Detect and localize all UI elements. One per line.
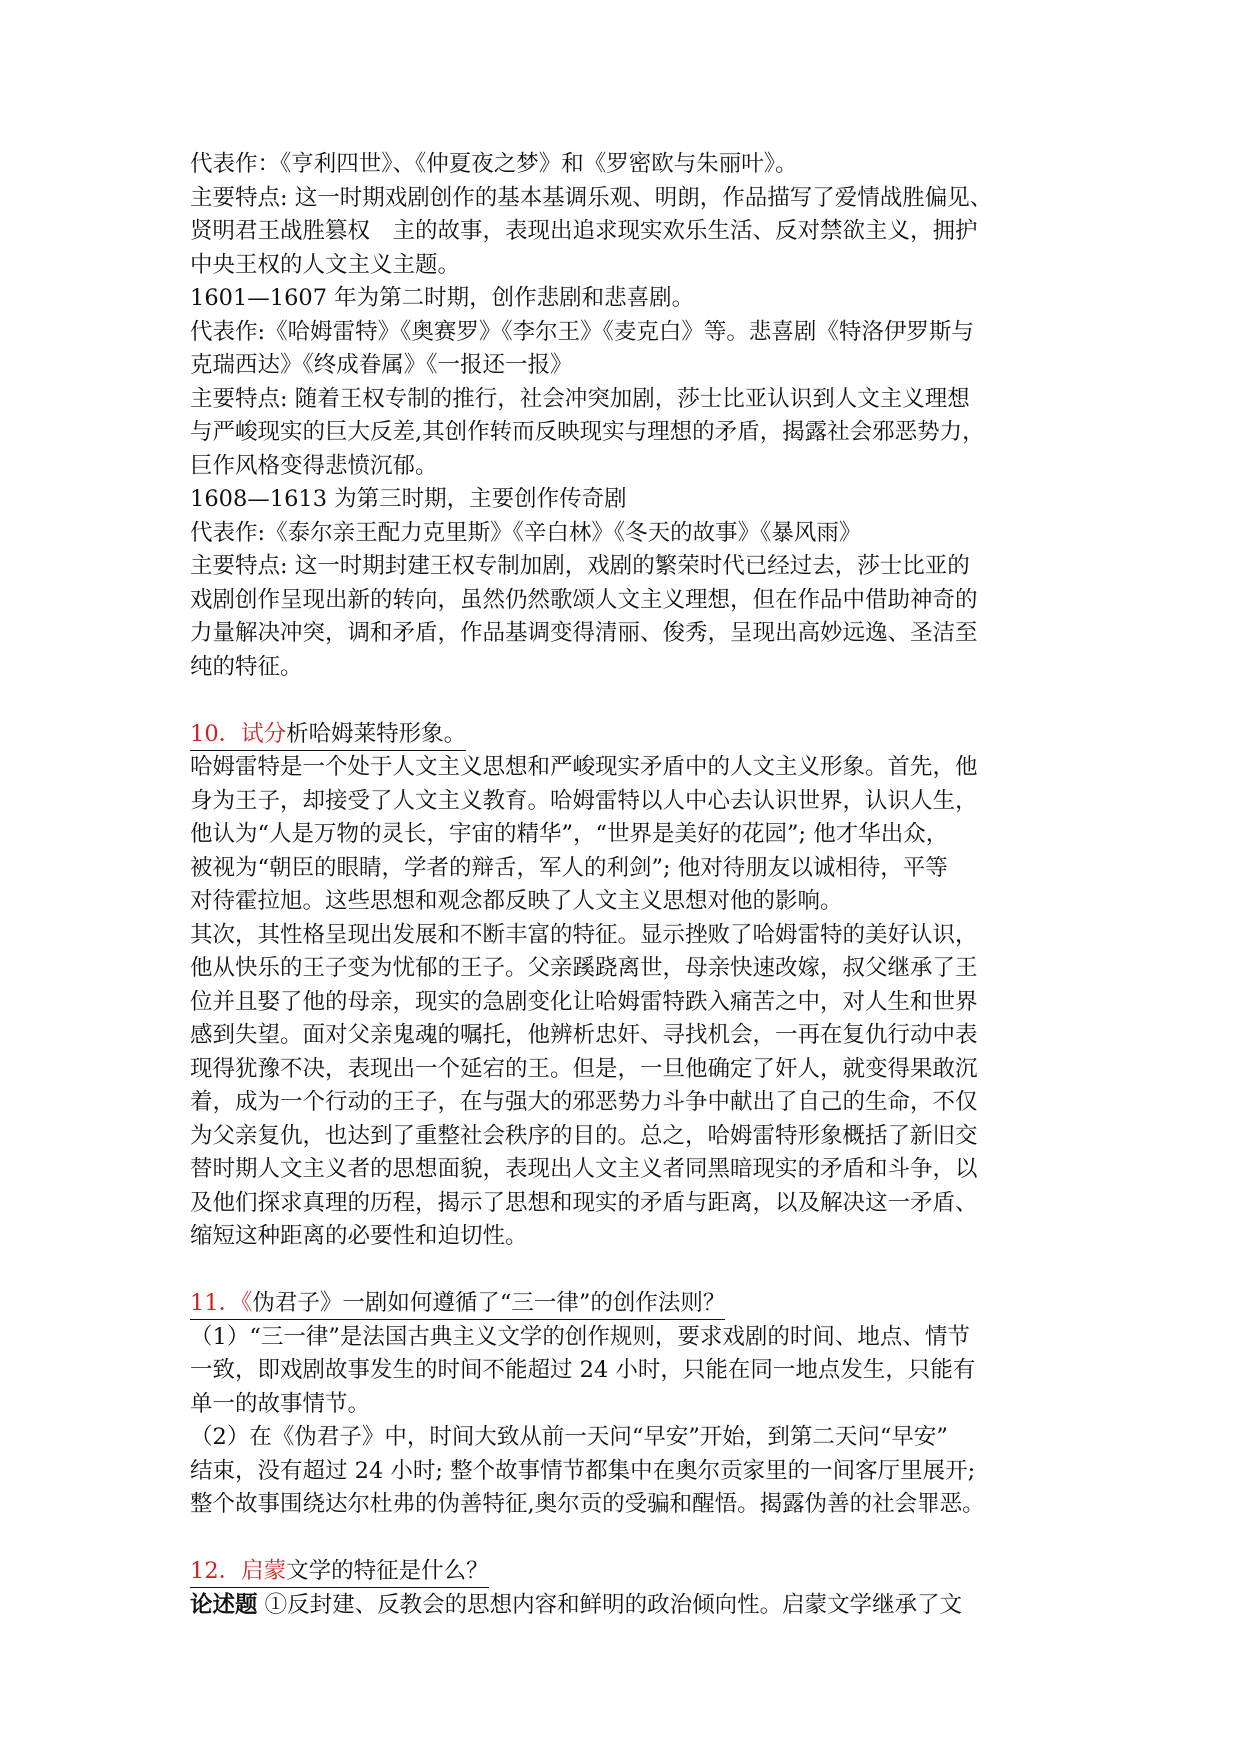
text-line: 与严峻现实的巨大反差,其创作转而反映现实与理想的矛盾，揭露社会邪恶势力，: [190, 419, 985, 445]
paragraph-gap: [190, 1522, 1058, 1556]
text-line: 单一的故事情节。: [190, 1390, 371, 1417]
text-line: 主要特点: 随着王权专制的推行，社会冲突加剧，莎士比亚认识到人文主义理想: [190, 385, 970, 412]
text-line: 1608—1613 为第三时期，主要创作传奇剧: [190, 486, 627, 512]
text-line: 主要特点: 这一时期戏剧创作的基本基调乐观、明朗，作品描写了爱情战胜偏见、: [190, 184, 993, 211]
question-heading: [190, 718, 1058, 752]
text-line: 1601—1607 年为第二时期，创作悲剧和悲喜剧。: [190, 285, 695, 311]
answer-text: ①反封建、反教会的思想内容和鲜明的政治倾向性。启蒙文学继承了文: [257, 1591, 963, 1618]
text-line: 身为王子，却接受了人文主义教育。哈姆雷特以人中心去认识世界，认识人生，: [190, 787, 978, 814]
question-heading: [190, 1287, 1058, 1321]
text-line: 被视为“朝臣的眼睛，学者的辩舌，军人的利剑”; 他对待朋友以诚相待，平等: [190, 854, 948, 881]
question-title: 析哈姆莱特形象。: [286, 720, 467, 747]
text-line: 其次，其性格呈现出发展和不断丰富的特征。显示挫败了哈姆雷特的美好认识，: [190, 921, 978, 948]
text-line: 对待霍拉旭。这些思想和观念都反映了人文主义思想对他的影响。: [190, 888, 843, 914]
text-line: 他认为“人是万物的灵长，宇宙的精华”，“世界是美好的花园”; 他才华出众，: [190, 821, 949, 847]
text-line: 克瑞西达》《终成眷属》《一报还一报》: [190, 352, 573, 378]
text-line: 着，成为一个行动的王子，在与强大的邪恶势力斗争中献出了自己的生命，不仅: [190, 1089, 978, 1115]
paragraph-gap: [190, 684, 1058, 718]
question-title: 文学的特征是什么？: [286, 1558, 489, 1584]
section-shakespeare-periods: [190, 148, 1058, 684]
text-line: 及他们探求真理的历程，揭示了思想和现实的矛盾与距离，以及解决这一矛盾、: [190, 1189, 978, 1216]
question-number: 12．: [190, 1558, 242, 1584]
question-heading: [190, 1555, 1058, 1589]
text-line: 巨作风格变得悲愤沉郁。: [190, 452, 438, 479]
question-10: [190, 718, 1058, 1254]
text-line: 他从快乐的王子变为忧郁的王子。父亲蹊跷离世，母亲快速改嫁，叔父继承了王: [190, 955, 978, 981]
text-line: [190, 1589, 1058, 1623]
text-line: 结束，没有超过 24 小时; 整个故事情节都集中在奥尔贡家里的一间客厅里展开;: [190, 1457, 976, 1484]
text-line: 纯的特征。: [190, 653, 303, 680]
text-line: 缩短这种距离的必要性和迫切性。: [190, 1223, 528, 1249]
text-line: 一致，即戏剧故事发生的时间不能超过 24 小时，只能在同一地点发生，只能有: [190, 1357, 976, 1383]
text-line: 为父亲复仇，也达到了重整社会秩序的目的。总之，哈姆雷特形象概括了新旧交: [190, 1122, 978, 1149]
question-12: [190, 1555, 1058, 1622]
text-line: 中央王权的人文主义主题。: [190, 251, 461, 278]
answer-type-label: 论述题: [190, 1591, 258, 1618]
text-line: 位并且娶了他的母亲，现实的急剧变化让哈姆雷特跌入痛苦之中，对人生和世界: [190, 988, 978, 1015]
text-line: 力量解决冲突，调和矛盾，作品基调变得清丽、俊秀，呈现出高妙远逸、圣洁至: [190, 620, 978, 646]
highlighted-text: 《: [241, 1290, 253, 1316]
highlighted-text: 试分: [241, 720, 287, 747]
text-line: 替时期人文主义者的思想面貌，表现出人文主义者同黑暗现实的矛盾和斗争，以: [190, 1156, 978, 1182]
text-line: 哈姆雷特是一个处于人文主义思想和严峻现实矛盾中的人文主义形象。首先，他: [190, 754, 978, 780]
document-page: [190, 148, 1058, 1622]
text-line: （1）“三一律”是法国古典主义文学的创作规则，要求戏剧的时间、地点、情节: [190, 1323, 970, 1350]
paragraph-gap: [190, 1254, 1058, 1288]
text-line: 现得犹豫不决，表现出一个延宕的王。但是，一旦他确定了奸人，就变得果敢沉: [190, 1055, 978, 1082]
question-title: 伪君子》一剧如何遵循了“三一律”的创作法则？: [252, 1290, 726, 1316]
text-line: 代表作:《哈姆雷特》《奥赛罗》《李尔王》《麦克白》等。悲喜剧《特洛伊罗斯与: [190, 318, 974, 345]
highlighted-text: 启蒙: [241, 1558, 287, 1584]
text-line: 整个故事围绕达尔杜弗的伪善特征,奥尔贡的受骗和醒悟。揭露伪善的社会罪恶。: [190, 1491, 985, 1517]
question-number: 10．: [190, 720, 242, 747]
text-line: 代表作:《泰尔亲王配力克里斯》《辛白林》《冬天的故事》《暴风雨》: [190, 519, 862, 546]
text-line: 感到失望。面对父亲鬼魂的嘱托，他辨析忠奸、寻找机会，一再在复仇行动中表: [190, 1022, 978, 1048]
question-11: [190, 1287, 1058, 1522]
text-line: 戏剧创作呈现出新的转向，虽然仍然歌颂人文主义理想，但在作品中借助神奇的: [190, 586, 978, 613]
text-line: （2）在《伪君子》中，时间大致从前一天问“早安”开始，到第二天问“早安”: [190, 1424, 948, 1450]
text-line: 贤明君王战胜篡权 主的故事，表现出追求现实欢乐生活、反对禁欲主义，拥护: [190, 218, 978, 244]
text-line: 主要特点: 这一时期封建王权专制加剧，戏剧的繁荣时代已经过去，莎士比亚的: [190, 553, 970, 579]
question-number: 11．: [190, 1290, 242, 1316]
text-line: 代表作：《亨利四世》、《仲夏夜之梦》和《罗密欧与朱丽叶》。: [190, 151, 798, 177]
